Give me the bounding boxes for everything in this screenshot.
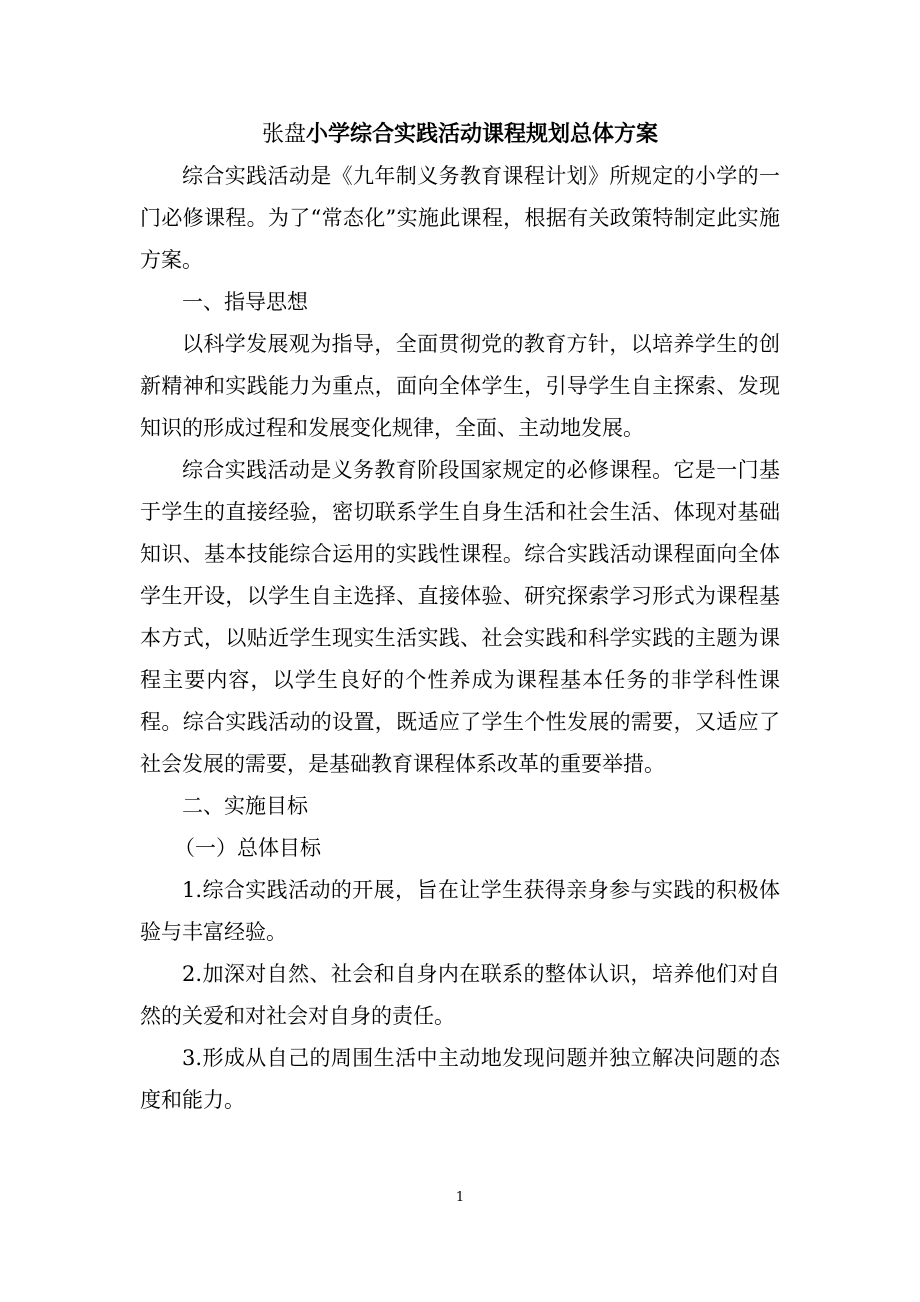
- paragraph-course-description: 综合实践活动是义务教育阶段国家规定的必修课程。它是一门基于学生的直接经验，密切联系学生自身生活和社会生活、体现对基础知识、基本技能综合运用的实践性课程。综合实践活动课程面向全体学生开设，以学生自主选择、直接体验、研究探索学习形式为课程基本方式，以贴近学生现实生活实践、社会实践和科学实践的主题为课程主要内容，以学生良好的个性养成为课程基本任务的非学科性课程。综合实践活动的设置，既适应了学生个性发展的需要，又适应了社会发展的需要，是基础教育课程体系改革的重要举措。: [140, 458, 780, 776]
- document-title: [0, 116, 920, 153]
- intro-paragraph: 综合实践活动是《九年制义务教育课程计划》所规定的小学的一门必修课程。为了“常态化”实施此课程，根据有关政策特制定此实施方案。: [140, 164, 780, 272]
- subsection-heading-overall-goals: （一）总体目标: [174, 836, 321, 860]
- page-number: 1: [455, 1190, 465, 1205]
- title-main: 小学综合实践活动课程规划总体方案: [306, 121, 659, 147]
- goal-item-3: 3.形成从自己的周围生活中主动地发现问题并独立解决问题的态度和能力。: [140, 1046, 780, 1112]
- title-prefix: 张盘: [261, 122, 306, 147]
- goal-item-2: 2.加深对自然、社会和自身内在联系的整体认识，培养他们对自然的关爱和对社会对自身的责任。: [140, 962, 780, 1028]
- goal-item-1: 1.综合实践活动的开展，旨在让学生获得亲身参与实践的积极体验与丰富经验。: [140, 878, 780, 944]
- paragraph-guiding-ideology: 以科学发展观为指导，全面贯彻党的教育方针，以培养学生的创新精神和实践能力为重点，面向全体学生，引导学生自主探索、发现知识的形成过程和发展变化规律，全面、主动地发展。: [140, 332, 780, 440]
- document-body: [140, 155, 780, 1121]
- section-heading-guiding-ideology: 一、指导思想: [182, 290, 308, 314]
- section-heading-goals: 二、实施目标: [182, 794, 308, 818]
